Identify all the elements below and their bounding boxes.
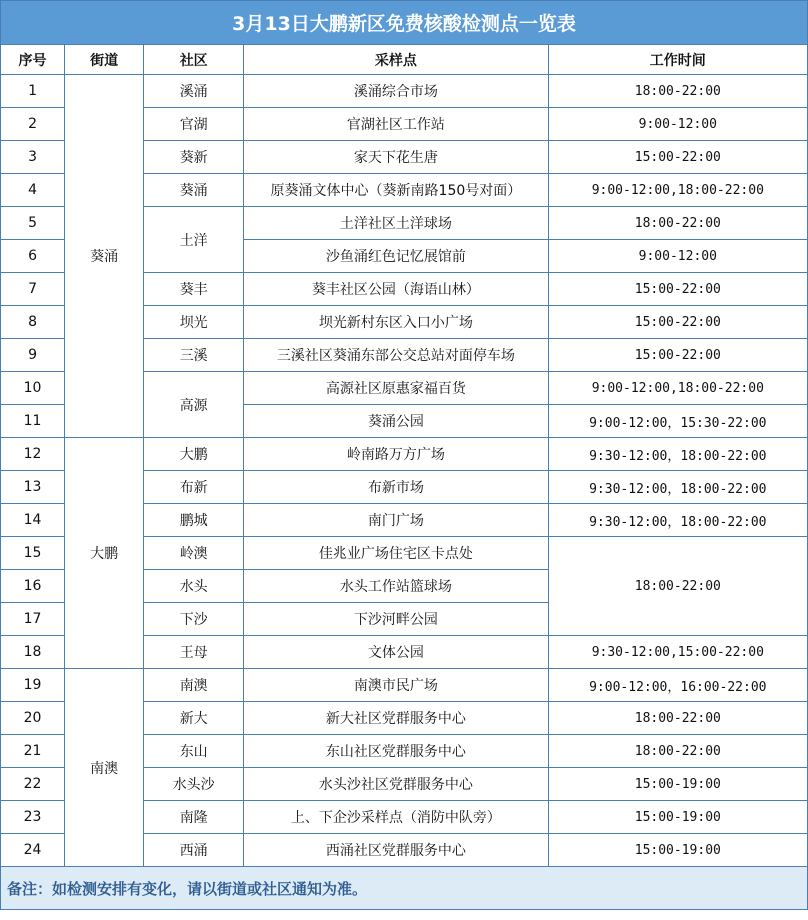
- cell-site: 佳兆业广场住宅区卡点处: [244, 537, 548, 570]
- cell-hours: 15:00-22:00: [548, 273, 807, 306]
- cell-site: 新大社区党群服务中心: [244, 702, 548, 735]
- cell-index: 11: [1, 405, 65, 438]
- cell-index: 14: [1, 504, 65, 537]
- cell-site: 家天下花生唐: [244, 141, 548, 174]
- cell-site: 东山社区党群服务中心: [244, 735, 548, 768]
- cell-index: 13: [1, 471, 65, 504]
- cell-index: 19: [1, 669, 65, 702]
- cell-site: 文体公园: [244, 636, 548, 669]
- cell-street: 葵涌: [65, 75, 144, 438]
- cell-site: 下沙河畔公园: [244, 603, 548, 636]
- cell-site: 溪涌综合市场: [244, 75, 548, 108]
- cell-site: 布新市场: [244, 471, 548, 504]
- cell-index: 21: [1, 735, 65, 768]
- cell-community: 三溪: [144, 339, 244, 372]
- cell-community: 土洋: [144, 207, 244, 273]
- cell-hours: 9:30-12:00，18:00-22:00: [548, 471, 807, 504]
- cell-site: 沙鱼涌红色记忆展馆前: [244, 240, 548, 273]
- cell-community: 溪涌: [144, 75, 244, 108]
- table-note: 备注：如检测安排有变化，请以街道或社区通知为准。: [1, 867, 808, 910]
- title-row: [1, 1, 808, 45]
- cell-community: 葵涌: [144, 174, 244, 207]
- cell-site: 葵涌公园: [244, 405, 548, 438]
- header-row: [1, 45, 808, 75]
- header-community: 社区: [144, 45, 244, 75]
- cell-index: 22: [1, 768, 65, 801]
- cell-site: 上、下企沙采样点（消防中队旁）: [244, 801, 548, 834]
- note-row: [1, 867, 808, 910]
- cell-site: 南门广场: [244, 504, 548, 537]
- cell-index: 2: [1, 108, 65, 141]
- cell-community: 坝光: [144, 306, 244, 339]
- cell-site: 水头工作站篮球场: [244, 570, 548, 603]
- cell-site: 水头沙社区党群服务中心: [244, 768, 548, 801]
- cell-hours: 9:30-12:00，18:00-22:00: [548, 504, 807, 537]
- cell-index: 5: [1, 207, 65, 240]
- cell-hours: 9:00-12:00,18:00-22:00: [548, 174, 807, 207]
- cell-index: 8: [1, 306, 65, 339]
- cell-site: 南澳市民广场: [244, 669, 548, 702]
- cell-hours: 9:00-12:00，16:00-22:00: [548, 669, 807, 702]
- cell-community: 南隆: [144, 801, 244, 834]
- header-index: 序号: [1, 45, 65, 75]
- cell-index: 10: [1, 372, 65, 405]
- table-row: [1, 438, 808, 471]
- cell-community: 南澳: [144, 669, 244, 702]
- cell-index: 1: [1, 75, 65, 108]
- cell-hours: 18:00-22:00: [548, 537, 807, 636]
- cell-hours: 18:00-22:00: [548, 75, 807, 108]
- cell-street: 南澳: [65, 669, 144, 867]
- cell-hours: 9:00-12:00: [548, 240, 807, 273]
- cell-index: 12: [1, 438, 65, 471]
- cell-index: 16: [1, 570, 65, 603]
- cell-hours: 9:00-12:00,18:00-22:00: [548, 372, 807, 405]
- cell-index: 3: [1, 141, 65, 174]
- cell-street: 大鹏: [65, 438, 144, 669]
- header-hours: 工作时间: [548, 45, 807, 75]
- cell-index: 9: [1, 339, 65, 372]
- cell-hours: 15:00-19:00: [548, 801, 807, 834]
- cell-community: 东山: [144, 735, 244, 768]
- cell-index: 17: [1, 603, 65, 636]
- cell-site: 土洋社区土洋球场: [244, 207, 548, 240]
- cell-hours: 9:00-12:00: [548, 108, 807, 141]
- table-title: 3月13日大鹏新区免费核酸检测点一览表: [1, 1, 808, 45]
- cell-community: 水头: [144, 570, 244, 603]
- cell-community: 下沙: [144, 603, 244, 636]
- header-street: 街道: [65, 45, 144, 75]
- cell-hours: 9:30-12:00,15:00-22:00: [548, 636, 807, 669]
- cell-hours: 9:30-12:00，18:00-22:00: [548, 438, 807, 471]
- cell-hours: 15:00-19:00: [548, 834, 807, 867]
- cell-community: 布新: [144, 471, 244, 504]
- cell-hours: 9:00-12:00，15:30-22:00: [548, 405, 807, 438]
- cell-community: 王母: [144, 636, 244, 669]
- cell-community: 大鹏: [144, 438, 244, 471]
- cell-site: 葵丰社区公园（海语山林）: [244, 273, 548, 306]
- cell-community: 水头沙: [144, 768, 244, 801]
- cell-index: 23: [1, 801, 65, 834]
- cell-community: 鹏城: [144, 504, 244, 537]
- cell-hours: 15:00-19:00: [548, 768, 807, 801]
- cell-community: 新大: [144, 702, 244, 735]
- cell-site: 西涌社区党群服务中心: [244, 834, 548, 867]
- cell-index: 4: [1, 174, 65, 207]
- table-row: [1, 75, 808, 108]
- table-row: [1, 669, 808, 702]
- cell-index: 18: [1, 636, 65, 669]
- cell-community: 西涌: [144, 834, 244, 867]
- cell-site: 官湖社区工作站: [244, 108, 548, 141]
- cell-hours: 15:00-22:00: [548, 306, 807, 339]
- cell-index: 6: [1, 240, 65, 273]
- cell-community: 高源: [144, 372, 244, 438]
- cell-hours: 18:00-22:00: [548, 735, 807, 768]
- cell-site: 三溪社区葵涌东部公交总站对面停车场: [244, 339, 548, 372]
- cell-index: 7: [1, 273, 65, 306]
- cell-community: 岭澳: [144, 537, 244, 570]
- cell-community: 葵丰: [144, 273, 244, 306]
- cell-site: 坝光新村东区入口小广场: [244, 306, 548, 339]
- cell-community: 葵新: [144, 141, 244, 174]
- cell-hours: 15:00-22:00: [548, 339, 807, 372]
- cell-index: 20: [1, 702, 65, 735]
- cell-community: 官湖: [144, 108, 244, 141]
- cell-hours: 18:00-22:00: [548, 207, 807, 240]
- header-site: 采样点: [244, 45, 548, 75]
- cell-index: 15: [1, 537, 65, 570]
- cell-site: 岭南路万方广场: [244, 438, 548, 471]
- cell-site: 高源社区原惠家福百货: [244, 372, 548, 405]
- cell-site: 原葵涌文体中心（葵新南路150号对面）: [244, 174, 548, 207]
- cell-hours: 18:00-22:00: [548, 702, 807, 735]
- cell-hours: 15:00-22:00: [548, 141, 807, 174]
- cell-index: 24: [1, 834, 65, 867]
